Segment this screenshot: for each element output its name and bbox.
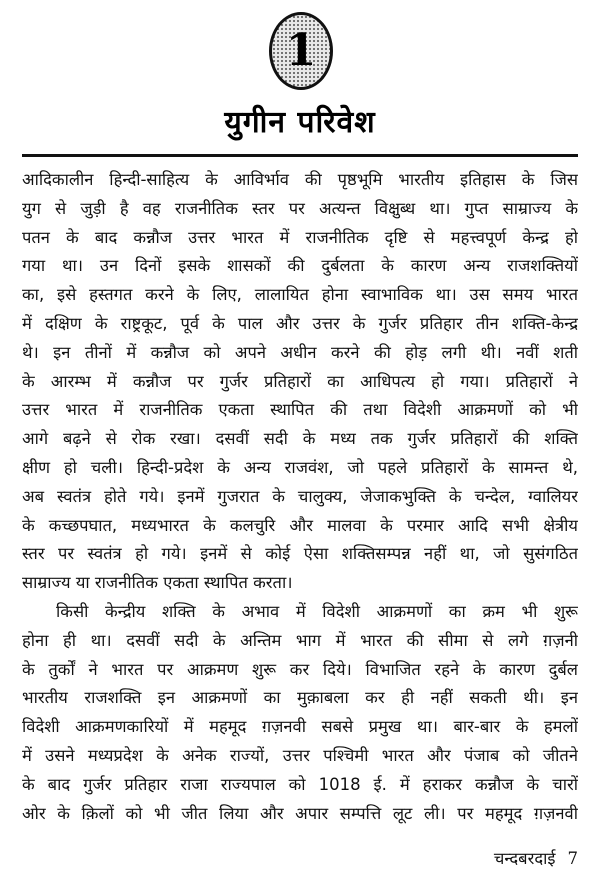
text-line: साम्राज्य या राजनीतिक एकता स्थापित करता। xyxy=(22,573,293,593)
text-line: उत्तर भारत में राजनीतिक एकता स्थापित की तथा विदेशी आक्रमणों को भी xyxy=(22,400,578,420)
text-line: स्तर पर स्वतंत्र हो गये। इनमें से कोई ऐसा शक्तिसम्पन्न नहीं था, जो सुसंगठित xyxy=(22,544,578,564)
paragraph xyxy=(22,598,578,828)
text-line: के आरम्भ में कन्नौज पर गुर्जर प्रतिहारों का आधिपत्य हो गया। प्रतिहारों ने xyxy=(22,371,578,391)
text-line: का, इसे हस्तगत करने के लिए, लालायित होना स्वाभाविक था। उस समय भारत xyxy=(22,285,578,305)
running-footer-title: चन्दबरदाई xyxy=(493,849,556,868)
text-line: थे। इन तीनों में कन्नौज को अपने अधीन करने की होड़ लगी थी। नवीं शती xyxy=(22,342,578,362)
chapter-title: युगीन परिवेश xyxy=(224,105,376,140)
body-text xyxy=(22,166,578,828)
text-line: आगे बढ़ने से रोक रखा। दसवीं सदी के मध्य तक गुर्जर प्रतिहारों की शक्ति xyxy=(22,429,578,449)
title-divider xyxy=(22,154,578,157)
text-line: होना ही था। दसवीं सदी के अन्तिम भाग में भारत की सीमा से लगे ग़ज़नी xyxy=(22,630,578,650)
text-line: किसी केन्द्रीय शक्ति के अभाव में विदेशी आक्रमणों का क्रम भी शुरू xyxy=(56,601,578,621)
text-line: आदिकालीन हिन्दी-साहित्य के आविर्भाव की पृष्ठभूमि भारतीय इतिहास के जिस xyxy=(22,170,578,189)
chapter-number: 1 xyxy=(285,25,317,76)
text-line: गया था। उन दिनों इसके शासकों की दुर्बलता के कारण अन्य राजशक्तियों xyxy=(22,256,578,276)
chapter-number-badge xyxy=(269,12,333,90)
text-line: युग से जुड़ी है वह राजनीतिक स्तर पर अत्यन्त विक्षुब्ध था। गुप्त साम्राज्य के xyxy=(22,198,578,218)
text-line: में उसने मध्यप्रदेश के अनेक राज्यों, उत्तर पश्चिमी भारत और पंजाब को जीतने xyxy=(22,745,578,765)
text-line: अब स्वतंत्र होते गये। इनमें गुजरात के चालुक्य, जेजाकभुक्ति के चन्देल, ग्वालियर xyxy=(22,486,578,506)
text-line: के कच्छपघात, मध्यभारत के कलचुरि और मालवा के परमार आदि सभी क्षेत्रीय xyxy=(22,515,578,535)
text-line: विदेशी आक्रमणकारियों में महमूद ग़ज़नवी सबसे प्रमुख था। बार-बार के हमलों xyxy=(22,717,578,737)
paragraph xyxy=(22,166,578,598)
text-line: क्षीण हो चली। हिन्दी-प्रदेश के अन्य राजवंश, जो पहले प्रतिहारों के सामन्त थे, xyxy=(22,457,578,477)
text-line: में दक्षिण के राष्ट्रकूट, पूर्व के पाल और उत्तर के गुर्जर प्रतिहार तीन शक्ति-केन्द्र xyxy=(22,313,578,333)
page-footer xyxy=(494,846,578,869)
text-line: ओर के क़िलों को भी जीत लिया और अपार सम्पत्ति लूट ली। पर महमूद ग़ज़नवी xyxy=(22,803,578,823)
text-line: पतन के बाद कन्नौज उत्तर भारत में राजनीतिक दृष्टि से महत्त्वपूर्ण केन्द्र हो xyxy=(22,227,578,247)
page-number: 7 xyxy=(567,849,578,868)
text-line: के तुर्कों ने भारत पर आक्रमण शुरू कर दिये। विभाजित रहने के कारण दुर्बल xyxy=(22,659,578,679)
text-line: के बाद गुर्जर प्रतिहार राजा राज्यपाल को 1018 ई. में हराकर कन्नौज के चारों xyxy=(22,774,578,794)
text-line: भारतीय राजशक्ति इन आक्रमणों का मुक़ाबला कर ही नहीं सकती थी। इन xyxy=(22,688,578,708)
